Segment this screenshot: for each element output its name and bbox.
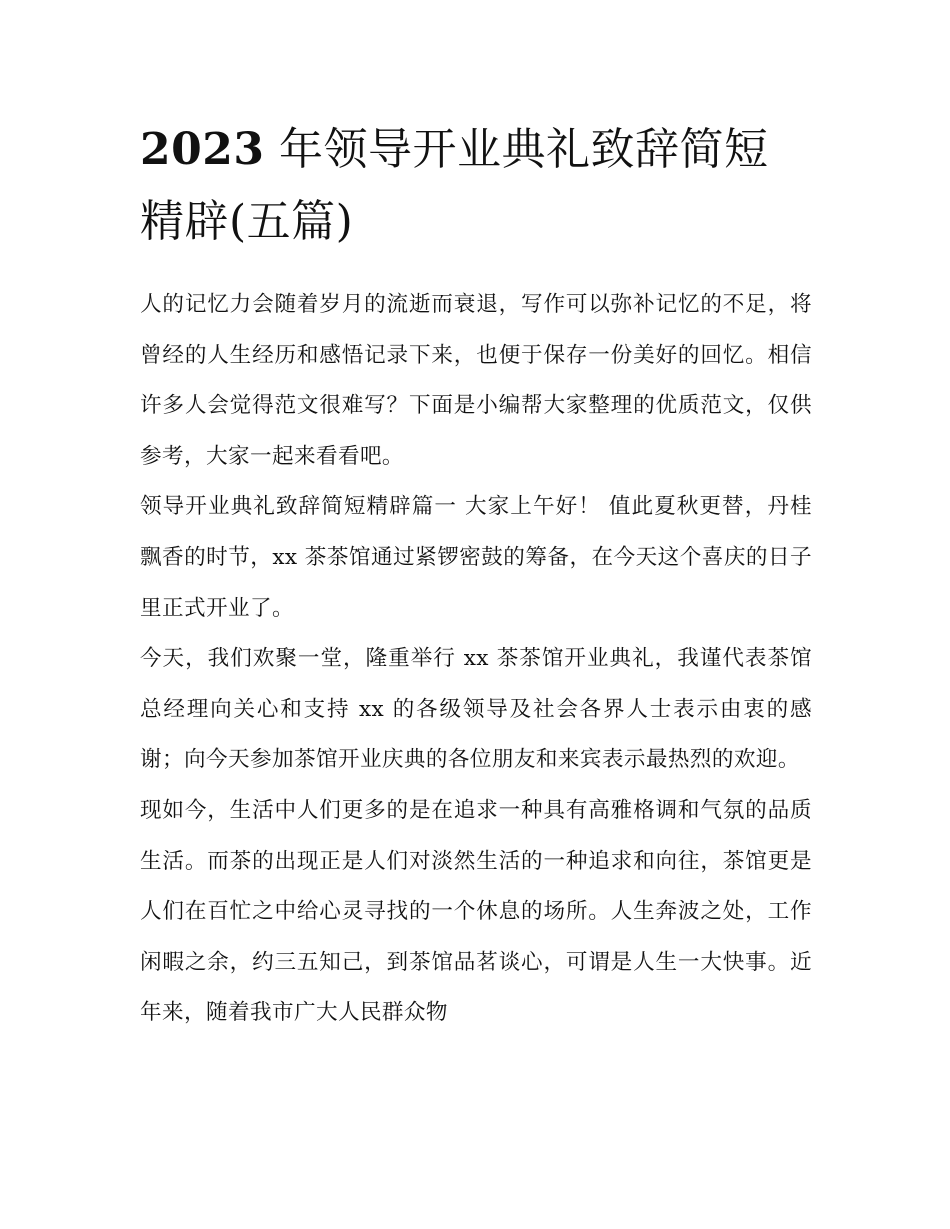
paragraph-intro: 人的记忆力会随着岁月的流逝而衰退，写作可以弥补记忆的不足，将曾经的人生经历和感悟记录下来，也便于保存一份美好的回忆。相信许多人会觉得范文很难写？下面是小编帮大家整理的优质范文，仅供参考，大家一起来看看吧。 (140, 292, 812, 469)
title-line1-text: 年领导开业典礼致辞简短 (264, 124, 769, 175)
document-body (140, 280, 812, 1039)
title-line2-text: 精辟(五篇) (140, 196, 354, 247)
paragraph-thanks: 今天，我们欢聚一堂，隆重举行 xx 茶茶馆开业典礼，我谨代表茶馆总经理向关心和支持 xx 的各级领导及社会各界人士表示由衷的感谢；向今天参加茶馆开业庆典的各位朋友和来宾表示最热烈的欢迎。 (140, 646, 812, 773)
paragraph-tea-life: 现如今，生活中人们更多的是在追求一种具有高雅格调和气氛的品质生活。而茶的出现正是人们对淡然生活的一种追求和向往，茶馆更是人们在百忙之中给心灵寻找的一个休息的场所。人生奔波之处，工作闲暇之余，约三五知己，到茶馆品茗谈心，可谓是人生一大快事。近年来，随着我市广大人民群众物 (140, 797, 812, 1026)
paragraph-greeting: 领导开业典礼致辞简短精辟篇一 大家上午好！ 值此夏秋更替，丹桂飘香的时节，xx 茶茶馆通过紧锣密鼓的筹备，在今天这个喜庆的日子里正式开业了。 (140, 494, 812, 621)
document-title (140, 114, 820, 258)
title-year: 2023 (140, 124, 265, 175)
